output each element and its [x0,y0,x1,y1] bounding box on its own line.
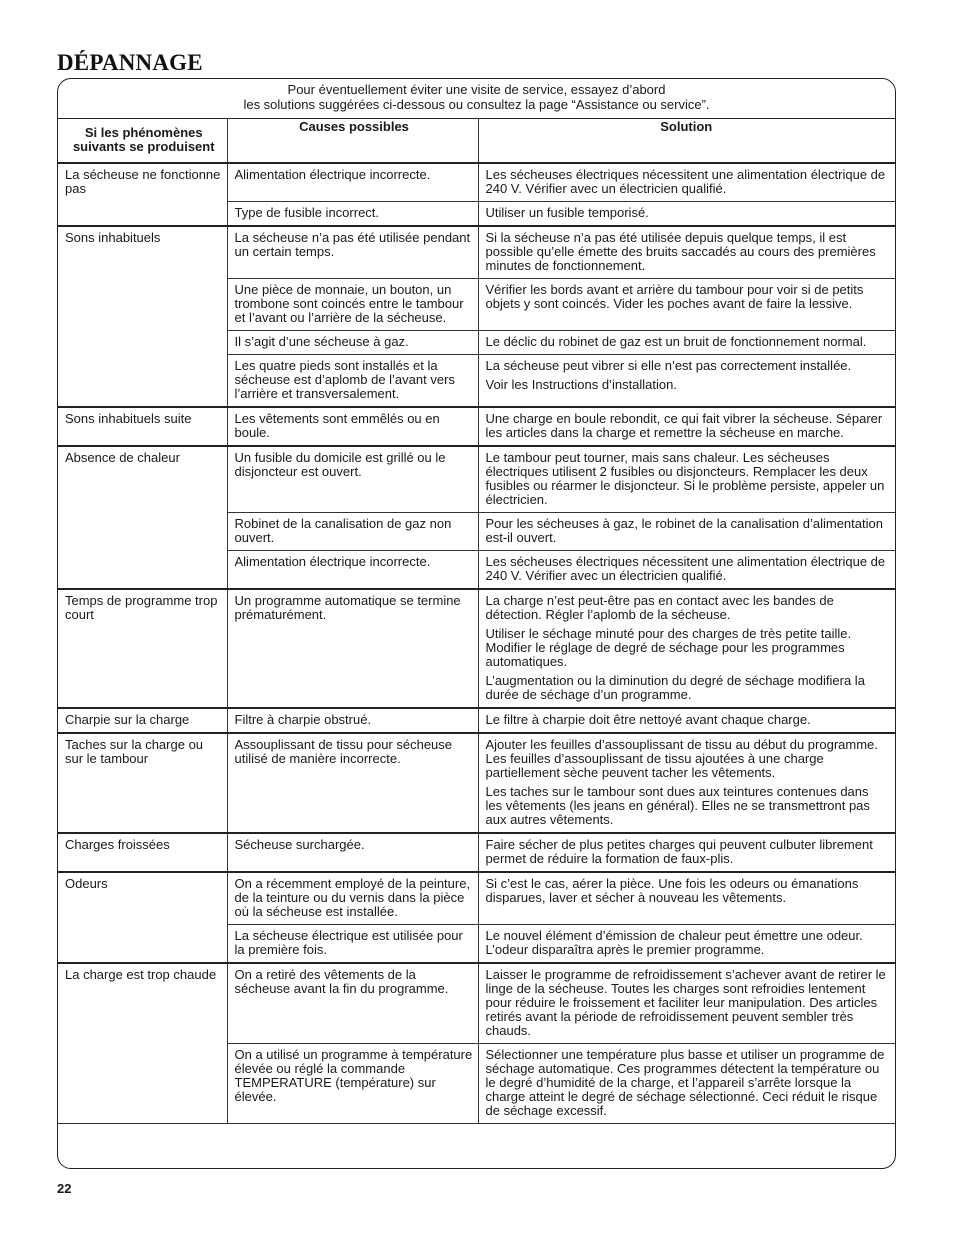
solution-cell [478,355,895,408]
symptom-cell: Charges froissées [58,833,227,872]
solution-paragraph: Voir les Instructions d’installation. [485,377,677,392]
intro-line-2: les solutions suggérées ci-dessous ou consultez la page “Assistance ou service”. [243,97,710,112]
table-body [58,163,895,1124]
table-row [58,446,895,513]
solution-cell [478,513,895,551]
cause-cell: Les vêtements sont emmêlés ou en boule. [227,407,478,446]
cause-cell: La sécheuse électrique est utilisée pour la première fois. [227,925,478,964]
solution-paragraph: Ajouter les feuilles d’assouplissant de tissu au début du programme. Les feuilles d’assouplissant de tissu ajoutées à une charge partiellement sèche peuvent tacher les vêtements. [485,737,878,780]
symptom-cell: Taches sur la charge ou sur le tambour [58,733,227,833]
solution-paragraph: L’augmentation ou la diminution du degré de séchage modifiera la durée de séchage d’un programme. [485,673,865,702]
cause-cell: On a récemment employé de la peinture, de la teinture ou du vernis dans la pièce où la sécheuse est installée. [227,872,478,925]
solution-paragraph: Laisser le programme de refroidissement s’achever avant de retirer le linge de la sécheuse. Toutes les charges sont refroidies lentement pour réduire le froissement et faciliter leur manipulation. Des articles retirés avant la période de refroidissement peuvent sembler très chauds. [485,967,886,1038]
solution-paragraph: Les sécheuses électriques nécessitent une alimentation électrique de 240 V. Vérifier avec un électricien qualifié. [485,554,886,583]
solution-cell [478,446,895,513]
troubleshooting-panel [57,78,896,1169]
cause-cell: La sécheuse n’a pas été utilisée pendant un certain temps. [227,226,478,279]
solution-paragraph: Utiliser le séchage minuté pour des charges de très petite taille. Modifier le réglage de degré de séchage pour les programmes automatiques. [485,626,852,669]
solution-paragraph: Si c’est le cas, aérer la pièce. Une fois les odeurs ou émanations disparues, laver et sécher à nouveau les vêtements. [485,876,859,905]
cause-cell: Une pièce de monnaie, un bouton, un trombone sont coincés entre le tambour et l’avant ou l’arrière de la sécheuse. [227,279,478,331]
solution-cell [478,163,895,202]
intro-line-1: Pour éventuellement éviter une visite de service, essayez d’abord [287,82,666,97]
intro-text [58,79,895,119]
cause-cell: Un fusible du domicile est grillé ou le disjoncteur est ouvert. [227,446,478,513]
solution-paragraph: Sélectionner une température plus basse et utiliser un programme de séchage automatique. Ces programmes détectent la température ou le degré d’humidité de la charge, et l’appareil s’arrête lorsque la charge atteint le degré de séchage sélectionné. Ceci réduit le risque de séchage excessif. [485,1047,885,1118]
solution-paragraph: Pour les sécheuses à gaz, le robinet de la canalisation d’alimentation est-il ouvert. [485,516,883,545]
table-row [58,872,895,925]
header-solution: Solution [478,119,895,163]
symptom-cell: Absence de chaleur [58,446,227,589]
solution-paragraph: Utiliser un fusible temporisé. [485,205,649,220]
cause-cell: Il s’agit d’une sécheuse à gaz. [227,331,478,355]
solution-cell [478,925,895,964]
page-title: DÉPANNAGE [57,50,203,75]
symptom-cell: La charge est trop chaude [58,963,227,1124]
table-row [58,407,895,446]
solution-paragraph: Faire sécher de plus petites charges qui peuvent culbuter librement permet de réduire la formation de faux-plis. [485,837,873,866]
solution-paragraph: La sécheuse peut vibrer si elle n’est pas correctement installée. [485,358,852,373]
table-row [58,589,895,708]
solution-cell [478,226,895,279]
solution-cell [478,202,895,227]
table-row [58,163,895,202]
table-header-row [58,119,895,163]
solution-paragraph: Une charge en boule rebondit, ce qui fait vibrer la sécheuse. Séparer les articles dans la charge et remettre la sécheuse en marche. [485,411,883,440]
page-number: 22 [57,1181,72,1196]
table-row [58,733,895,833]
table-row [58,833,895,872]
symptom-cell: Odeurs [58,872,227,963]
cause-cell: Alimentation électrique incorrecte. [227,163,478,202]
solution-cell [478,279,895,331]
solution-cell [478,833,895,872]
table-row [58,708,895,733]
solution-paragraph: Les taches sur le tambour sont dues aux teintures contenues dans les vêtements (les jeans en général). Elles ne se transmettront pas aux autres vêtements. [485,784,870,827]
cause-cell: Sécheuse surchargée. [227,833,478,872]
cause-cell: Un programme automatique se termine prématurément. [227,589,478,708]
solution-cell [478,331,895,355]
symptom-cell: Temps de programme trop court [58,589,227,708]
cause-cell: Filtre à charpie obstrué. [227,708,478,733]
cause-cell: Alimentation électrique incorrecte. [227,551,478,590]
solution-cell [478,733,895,833]
table-row [58,226,895,279]
cause-cell: Assouplissant de tissu pour sécheuse utilisé de manière incorrecte. [227,733,478,833]
symptom-cell: La sécheuse ne fonctionne pas [58,163,227,226]
cause-cell: Les quatre pieds sont installés et la sécheuse est d’aplomb de l’avant vers l’arrière et transversalement. [227,355,478,408]
troubleshooting-table [58,119,895,1124]
solution-paragraph: Si la sécheuse n’a pas été utilisée depuis quelque temps, il est possible qu’elle émette des bruits saccadés au cours des premières minutes de fonctionnement. [485,230,876,273]
table-row [58,963,895,1044]
solution-cell [478,589,895,708]
solution-cell [478,551,895,590]
solution-cell [478,963,895,1044]
solution-paragraph: Le filtre à charpie doit être nettoyé avant chaque charge. [485,712,811,727]
solution-cell [478,708,895,733]
header-symptom: Si les phénomènes suivants se produisent [58,119,227,163]
solution-cell [478,1044,895,1124]
solution-paragraph: Le tambour peut tourner, mais sans chaleur. Les sécheuses électriques utilisent 2 fusibles ou disjoncteurs. Remplacer les deux fusibles ou réarmer le disjoncteur. Si le problème persiste, appeler un électricien. [485,450,885,507]
cause-cell: Robinet de la canalisation de gaz non ouvert. [227,513,478,551]
solution-paragraph: Le déclic du robinet de gaz est un bruit de fonctionnement normal. [485,334,867,349]
symptom-cell: Sons inhabituels suite [58,407,227,446]
solution-paragraph: La charge n’est peut-être pas en contact avec les bandes de détection. Régler l’aplomb de la sécheuse. [485,593,834,622]
solution-paragraph: Les sécheuses électriques nécessitent une alimentation électrique de 240 V. Vérifier avec un électricien qualifié. [485,167,886,196]
cause-cell: On a retiré des vêtements de la sécheuse avant la fin du programme. [227,963,478,1044]
solution-paragraph: Le nouvel élément d’émission de chaleur peut émettre une odeur. L’odeur disparaîtra après le premier programme. [485,928,863,957]
cause-cell: On a utilisé un programme à température élevée ou réglé la commande TEMPERATURE (température) sur élevée. [227,1044,478,1124]
solution-paragraph: Vérifier les bords avant et arrière du tambour pour voir si de petits objets y sont coincés. Vider les poches avant de faire la lessive. [485,282,864,311]
header-cause: Causes possibles [227,119,478,163]
cause-cell: Type de fusible incorrect. [227,202,478,227]
symptom-cell: Sons inhabituels [58,226,227,407]
solution-cell [478,872,895,925]
solution-cell [478,407,895,446]
symptom-cell: Charpie sur la charge [58,708,227,733]
